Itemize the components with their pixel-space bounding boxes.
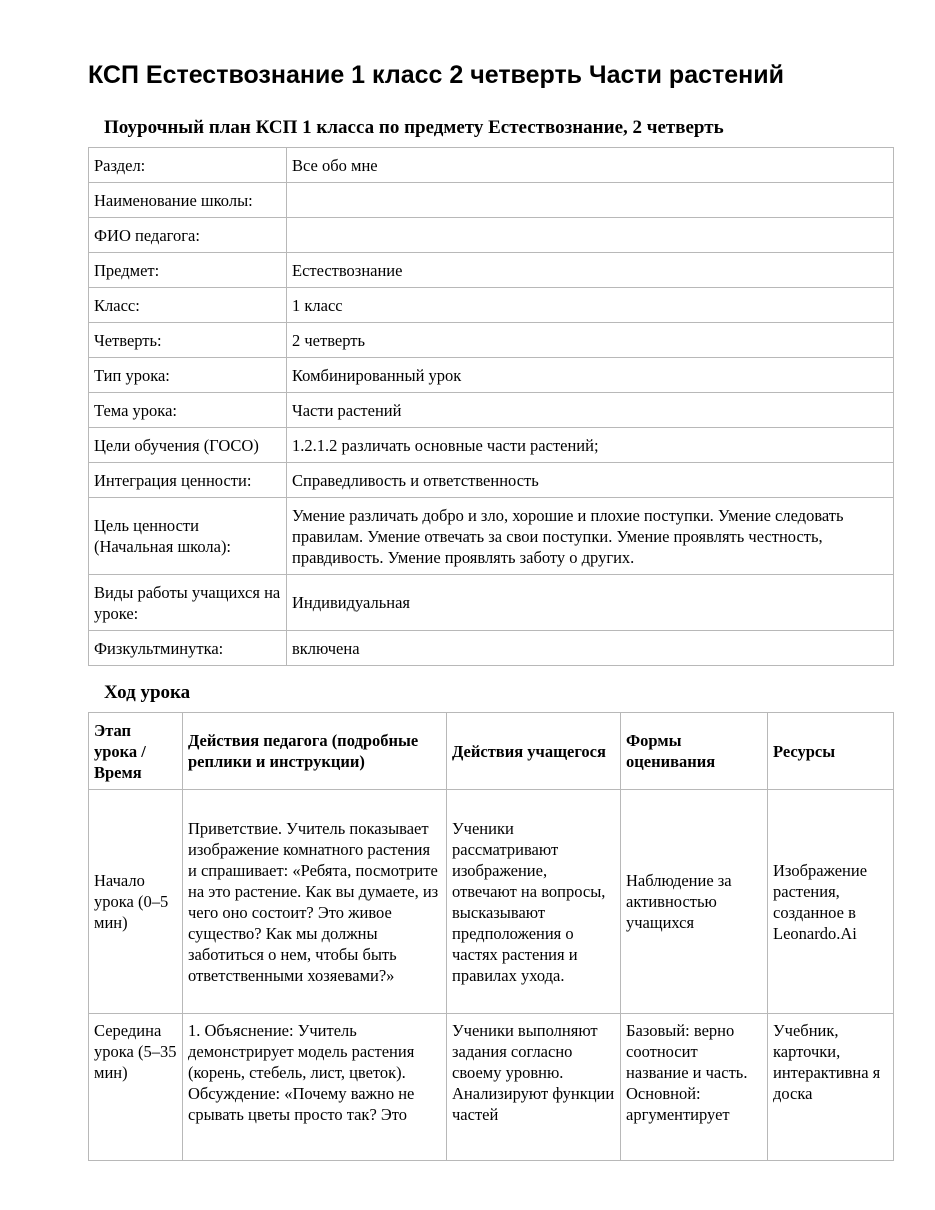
plan-heading: Поурочный план КСП 1 класса по предмету Естествознание, 2 четверть [104,117,724,138]
lesson-flow-table [88,712,894,1161]
cell-student-actions: Ученики выполняют задания согласно своему уровню. Анализируют функции частей [447,1014,621,1161]
info-row [89,253,894,288]
cell-teacher-actions: 1. Объяснение: Учитель демонстрирует модель растения (корень, стебель, лист, цветок). Обсуждение: «Почему важно не срывать цветы просто так? Это [183,1014,447,1161]
info-row [89,393,894,428]
cell-resources: Учебник, карточки, интерактивна я доска [768,1014,894,1161]
info-label: Цели обучения (ГОСО) [89,428,287,463]
info-row [89,358,894,393]
header-resources: Ресурсы [768,713,894,790]
info-row [89,428,894,463]
lesson-info-table [88,147,894,666]
header-student-actions: Действия учащегося [447,713,621,790]
header-stage: Этап урока / Время [89,713,183,790]
cell-resources: Изображение растения, созданное в Leonardo.Ai [768,790,894,1014]
lesson-heading: Ход урока [104,682,191,703]
info-value: Индивидуальная [287,575,894,631]
table-header-row [89,713,894,790]
info-label: Физкультминутка: [89,631,287,666]
info-row [89,183,894,218]
info-value: Части растений [287,393,894,428]
header-assessment: Формы оценивания [621,713,768,790]
info-value: включена [287,631,894,666]
header-teacher-actions: Действия педагога (подробные реплики и инструкции) [183,713,447,790]
info-label: Четверть: [89,323,287,358]
info-label: ФИО педагога: [89,218,287,253]
info-value [287,183,894,218]
cell-stage: Начало урока (0–5 мин) [89,790,183,1014]
cell-assessment: Наблюдение за активностью учащихся [621,790,768,1014]
info-value: Комбинированный урок [287,358,894,393]
info-row [89,463,894,498]
info-label: Цель ценности (Начальная школа): [89,498,287,575]
cell-assessment: Базовый: верно соотносит название и часть. Основной: аргументирует [621,1014,768,1161]
cell-stage: Середина урока (5–35 мин) [89,1014,183,1161]
info-row [89,631,894,666]
info-row [89,498,894,575]
info-value: Естествознание [287,253,894,288]
cell-teacher-actions: Приветствие. Учитель показывает изображение комнатного растения и спрашивает: «Ребята, посмотрите на это растение. Как вы думаете, из чего оно состоит? Это живое существо? Как мы должны заботиться о нем, чтобы быть ответственными хозяевами?» [183,790,447,1014]
cell-student-actions: Ученики рассматривают изображение, отвечают на вопросы, высказывают предположения о частях растения и правилах ухода. [447,790,621,1014]
table-row [89,790,894,1014]
info-label: Наименование школы: [89,183,287,218]
info-value: 2 четверть [287,323,894,358]
document-title: КСП Естествознание 1 класс 2 четверть Части растений [88,61,784,89]
info-label: Тип урока: [89,358,287,393]
info-row [89,323,894,358]
info-label: Раздел: [89,148,287,183]
info-value: 1 класс [287,288,894,323]
info-label: Предмет: [89,253,287,288]
info-value: Умение различать добро и зло, хорошие и плохие поступки. Умение следовать правилам. Умение отвечать за свои поступки. Умение проявлять честность, правдивость. Умение проявлять заботу о других. [287,498,894,575]
info-value: 1.2.1.2 различать основные части растений; [287,428,894,463]
info-value: Справедливость и ответственность [287,463,894,498]
info-label: Класс: [89,288,287,323]
info-label: Тема урока: [89,393,287,428]
info-value: Все обо мне [287,148,894,183]
info-value [287,218,894,253]
info-row [89,575,894,631]
table-row [89,1014,894,1161]
info-row [89,218,894,253]
info-row [89,148,894,183]
info-label: Виды работы учащихся на уроке: [89,575,287,631]
info-row [89,288,894,323]
info-label: Интеграция ценности: [89,463,287,498]
